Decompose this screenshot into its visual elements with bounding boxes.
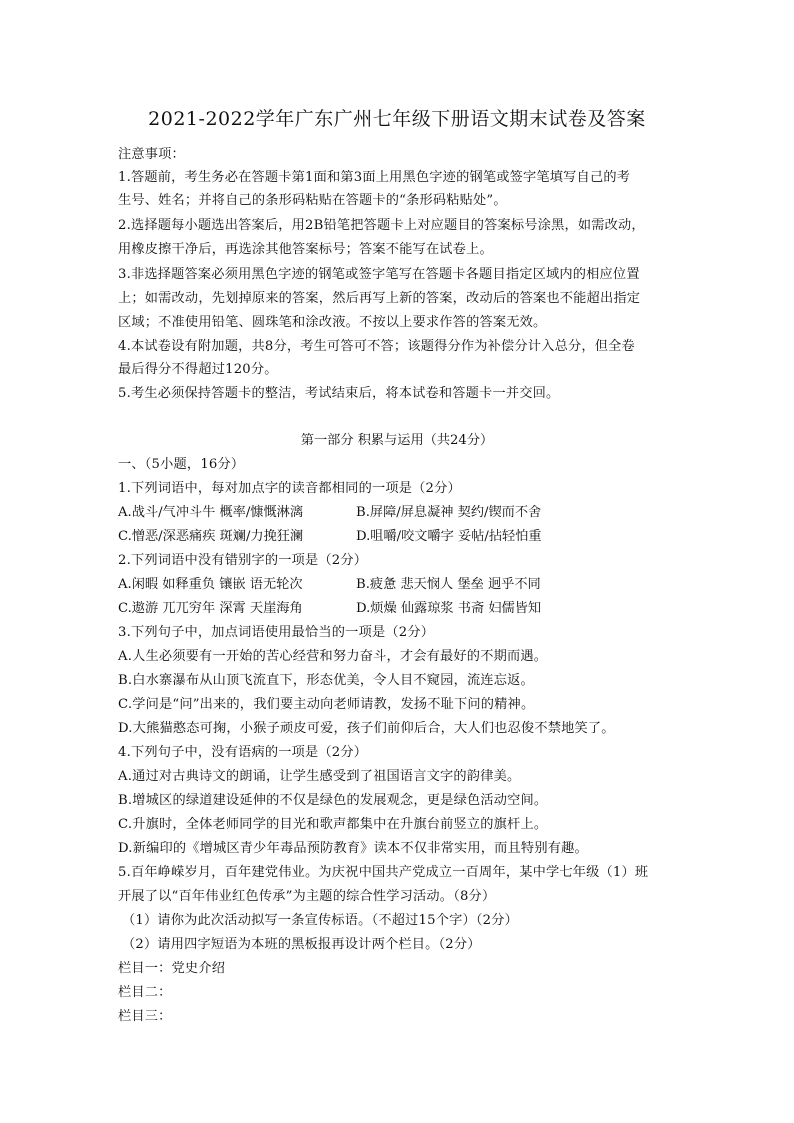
notice-heading: 注意事项： (118, 147, 185, 162)
notice-line: 5.考生必须保持答题卡的整洁，考试结束后，将本试卷和答题卡一并交回。 (118, 386, 560, 401)
option-c: C.遨游 兀兀穷年 深霄 天崖海角 (118, 601, 303, 616)
notice-line: 3.非选择题答案必须用黑色字迹的钢笔或签字笔写在答题卡各题目指定区域内的相应位置 (118, 267, 640, 282)
option-d: D.咀嚼/咬文嚼字 妥帖/拈轻怕重 (356, 529, 542, 544)
question-5-stem: 5.百年峥嵘岁月，百年建党伟业。为庆祝中国共产党成立一百周年，某中学七年级（1）班 (118, 865, 649, 880)
option-c: C.憎恶/深恶痛疾 斑斓/力挽狂澜 (118, 529, 304, 544)
option-a: A.通过对古典诗文的朗诵，让学生感受到了祖国语言文字的韵律美。 (118, 769, 521, 784)
question-5-sub-2: （2）请用四字短语为本班的黑板报再设计两个栏目。（2分） (122, 937, 481, 952)
page-title: 2021-2022学年广东广州七年级下册语文期末试卷及答案 (148, 108, 646, 130)
column-2: 栏目二： (118, 985, 172, 1000)
option-b: B.白水寨瀑布从山顶飞流直下，形态优美，令人目不窥园，流连忘返。 (118, 673, 534, 688)
notice-line: 4.本试卷设有附加题，共8分，考生可答可不答；该题得分作为补偿分计入总分，但全卷 (118, 339, 635, 354)
option-d: D.大熊猫憨态可掬，小猴子顽皮可爱，孩子们前仰后合，大人们也忍俊不禁地笑了。 (118, 721, 615, 736)
column-1: 栏目一：党史介绍 (118, 961, 226, 976)
notice-line: 区域；不准使用铅笔、圆珠笔和涂改液。不按以上要求作答的答案无效。 (118, 315, 547, 330)
option-c: C.升旗时，全体老师同学的目光和歌声都集中在升旗台前竖立的旗杆上。 (118, 817, 548, 832)
question-5-sub-1: （1）请你为此次活动拟写一条宣传标语。（不超过15个字）（2分） (122, 913, 519, 928)
option-b: B.疲惫 悲天悯人 堡垒 迥乎不同 (356, 577, 541, 592)
question-1-stem: 1.下列词语中，每对加点字的读音都相同的一项是（2分） (118, 481, 461, 496)
question-4-stem: 4.下列句子中，没有语病的一项是（2分） (118, 745, 368, 760)
notice-line: 生号、姓名；并将自己的条形码粘贴在答题卡的“条形码粘贴处”。 (118, 193, 507, 208)
option-a: A.闲暇 如释重负 镶嵌 语无轮次 (118, 577, 303, 592)
option-b: B.增城区的绿道建设延伸的不仅是绿色的发展观念，更是绿色活动空间。 (118, 793, 548, 808)
notice-line: 最后得分不得超过120分。 (118, 362, 278, 377)
question-3-stem: 3.下列句子中，加点词语使用最恰当的一项是（2分） (118, 625, 435, 640)
option-c: C.学问是“问”出来的，我们要主动向老师请教，发扬不耻下问的精神。 (118, 697, 535, 712)
notice-line: 用橡皮擦干净后，再选涂其他答案标号；答案不能写在试卷上。 (118, 242, 493, 257)
question-5-stem: 开展了以“百年伟业红色传承”为主题的综合性学习活动。（8分） (118, 889, 496, 904)
option-d: D.烦燥 仙露琼浆 书斋 妇儒皆知 (356, 601, 542, 616)
option-a: A.人生必须要有一开始的苦心经营和努力奋斗，才会有最好的不期而遇。 (118, 649, 548, 664)
notice-line: 上；如需改动，先划掉原来的答案，然后再写上新的答案，改动后的答案也不能超出指定 (118, 291, 641, 306)
column-3: 栏目三： (118, 1009, 172, 1024)
option-a: A.战斗/气冲斗牛 概率/慷慨淋漓 (118, 505, 304, 520)
notice-line: 1.答题前，考生务必在答题卡第1面和第3面上用黑色字迹的钢笔或签字笔填写自己的考 (118, 170, 631, 185)
option-d: D.新编印的《增城区青少年毒品预防教育》读本不仅非常实用，而且特别有趣。 (118, 841, 588, 856)
option-b: B.屏障/屏息凝神 契约/锲而不舍 (356, 505, 542, 520)
question-group: 一、（5小题，16分） (118, 457, 245, 472)
notice-line: 2.选择题每小题选出答案后，用2B铅笔把答题卡上对应题目的答案标号涂黑，如需改动， (118, 218, 645, 233)
part-heading: 第一部分 积累与运用（共24分） (300, 433, 494, 448)
question-2-stem: 2.下列词语中没有错别字的一项是（2分） (118, 553, 368, 568)
